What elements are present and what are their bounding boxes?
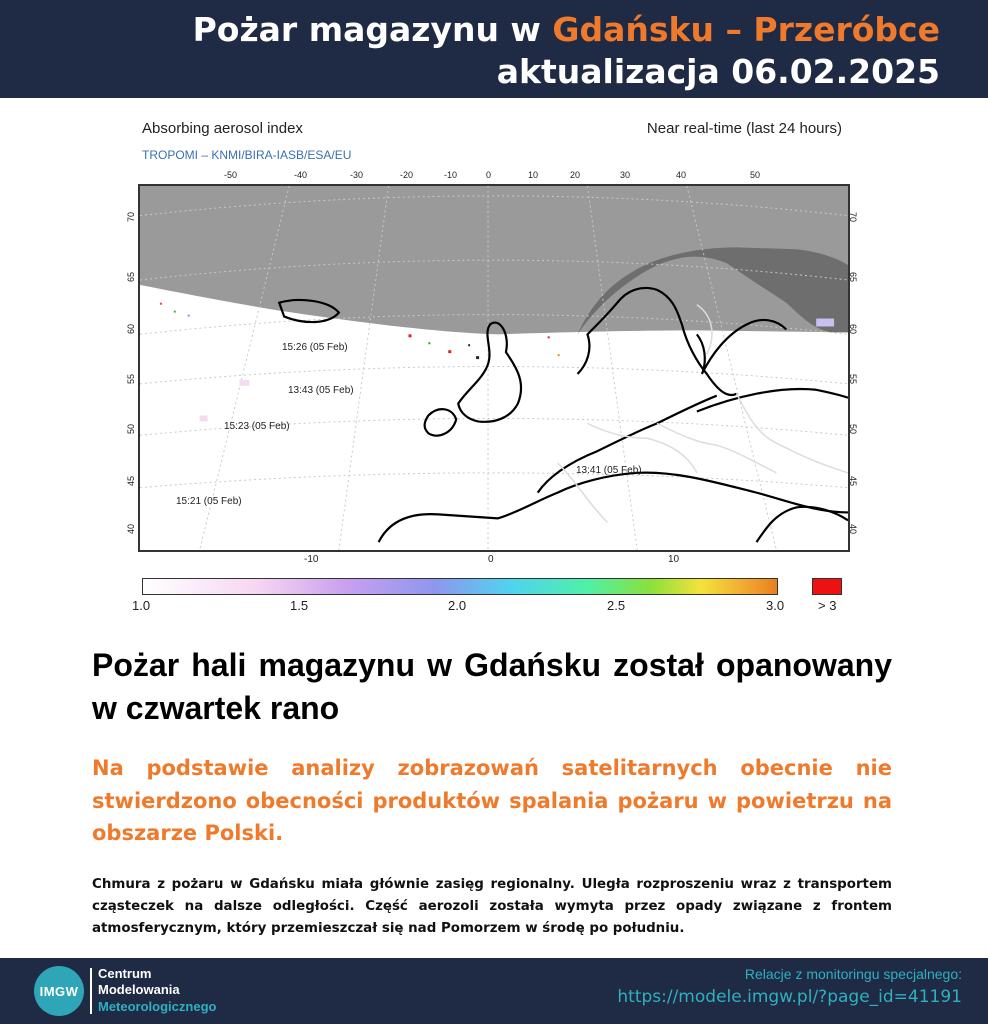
lon-label: -50 (224, 170, 238, 180)
lon-label: -10 (304, 554, 319, 565)
article-body: Chmura z pożaru w Gdańsku miała głównie zasięg regionalny. Uległa rozproszeniu wraz z transportem cząsteczek na dalsze odległości. Część aerozoli została wymyta przez opady związane z frontem atmosferycznym, który przemieszczał się nad Pomorzem w środę po południu. (92, 877, 892, 937)
colorbar-tick: 1.0 (132, 598, 151, 613)
header-banner (0, 0, 988, 98)
lat-label: 55 (848, 374, 858, 385)
lon-labels-top (138, 170, 850, 184)
lon-label: -40 (294, 170, 308, 180)
lon-label: -10 (444, 170, 458, 180)
colorbar (142, 578, 778, 595)
lon-label: 10 (528, 170, 539, 180)
lat-label: 60 (126, 324, 136, 335)
colorbar-over-box (812, 578, 842, 595)
lat-labels-left (126, 184, 138, 552)
lat-label: 60 (848, 324, 858, 335)
logo-divider (90, 968, 92, 1014)
map-frame (138, 184, 850, 552)
footer-banner (0, 958, 988, 1024)
overpass-label: 15:21 (05 Feb) (176, 496, 242, 507)
org-line: Modelowania (98, 982, 180, 998)
imgw-logo: IMGW (34, 966, 84, 1016)
colorbar-tick: 2.0 (448, 598, 467, 613)
lat-label: 45 (848, 476, 858, 487)
lat-label: 65 (126, 272, 136, 283)
org-line: Meteorologicznego (98, 998, 217, 1014)
overpass-label: 13:41 (05 Feb) (576, 465, 642, 476)
colorbar-tick: 1.5 (290, 598, 309, 613)
monitoring-link[interactable]: https://modele.imgw.pl/?page_id=41191 (617, 987, 962, 1007)
lat-label: 65 (848, 272, 858, 283)
lon-label: 40 (676, 170, 687, 180)
lat-label: 55 (126, 374, 136, 385)
org-name (98, 966, 216, 1015)
lon-label: 20 (570, 170, 581, 180)
lon-label: 50 (750, 170, 761, 180)
lon-label: 0 (486, 170, 492, 180)
colorbar-tick: 2.5 (607, 598, 626, 613)
lat-labels-right (850, 184, 858, 552)
overpass-label: 13:43 (05 Feb) (288, 385, 354, 396)
lat-label: 70 (848, 212, 858, 223)
map-source: TROPOMI – KNMI/BIRA-IASB/ESA/EU (142, 148, 352, 162)
title-location: Gdańsku – Przeróbce (552, 10, 940, 49)
aerosol-map-figure (126, 108, 858, 628)
update-date: aktualizacja 06.02.2025 (496, 52, 940, 91)
map-title: Absorbing aerosol index (142, 120, 303, 137)
lon-label: 10 (668, 554, 680, 565)
monitoring-label: Relacje z monitoringu specjalnego: (744, 966, 962, 982)
map-canvas (140, 186, 848, 550)
org-line: Centrum (98, 966, 152, 981)
lat-label: 40 (126, 524, 136, 535)
colorbar-over-label: > 3 (818, 598, 837, 613)
lat-label: 50 (848, 424, 858, 435)
overpass-label: 15:26 (05 Feb) (282, 342, 348, 353)
lat-label: 40 (848, 524, 858, 535)
colorbar-tick: 3.0 (766, 598, 785, 613)
article-headline: Pożar hali magazynu w Gdańsku został opanowany w czwartek rano (92, 647, 892, 727)
lon-label: 30 (620, 170, 631, 180)
map-note: Near real-time (last 24 hours) (646, 120, 842, 137)
lat-label: 70 (126, 212, 136, 223)
lon-label: -20 (400, 170, 414, 180)
page-title (193, 10, 940, 49)
title-prefix: Pożar magazynu w (192, 10, 553, 49)
lon-label: -30 (350, 170, 364, 180)
lat-label: 45 (126, 476, 136, 487)
lon-labels-bottom (138, 554, 850, 568)
lat-label: 50 (126, 424, 136, 435)
article-lead: Na podstawie analizy zobrazowań satelitarnych obecnie nie stwierdzono obecności produktów spalania pożaru w powietrzu na obszarze Polski. (92, 756, 892, 846)
lon-label: 0 (488, 554, 494, 565)
overpass-label: 15:23 (05 Feb) (224, 421, 290, 432)
